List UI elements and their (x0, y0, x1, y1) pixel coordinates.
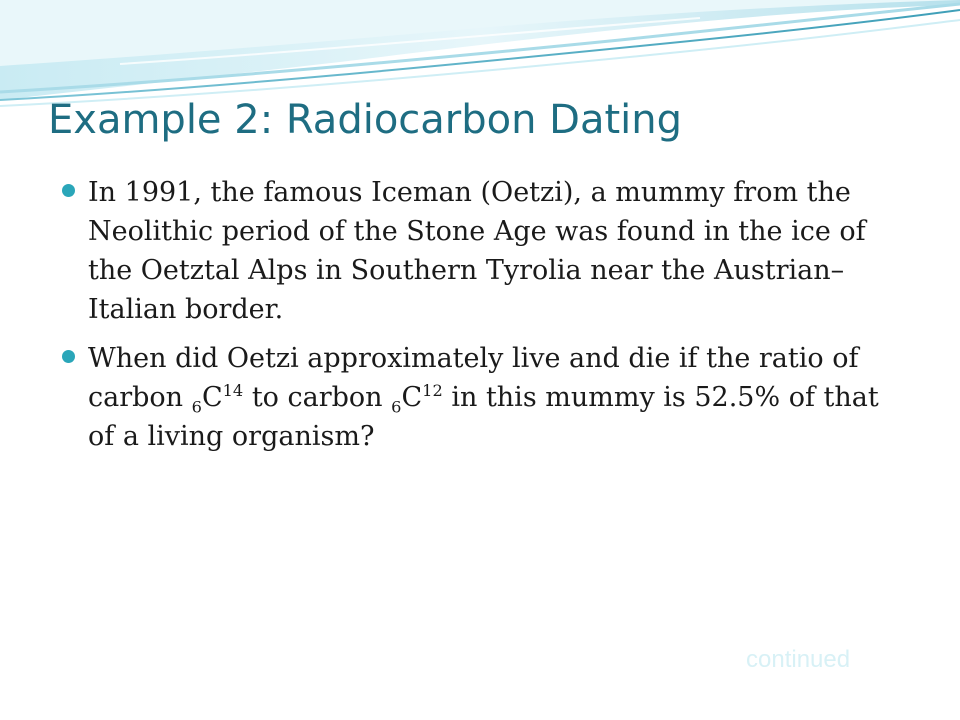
subscript-atomic-number: 6 (391, 397, 402, 417)
bullet-dot-icon (62, 184, 75, 197)
subscript-atomic-number: 6 (191, 397, 202, 417)
bullet-item-question (62, 339, 902, 456)
element-symbol: C (201, 382, 223, 413)
bullet-dot-icon (62, 350, 75, 363)
bullet-text-part-b: to carbon (243, 382, 392, 413)
superscript-mass-number: 12 (422, 381, 443, 400)
bullet-item-iceman-discovery (62, 173, 902, 329)
element-symbol: C (401, 382, 423, 413)
superscript-mass-number: 14 (222, 381, 244, 400)
bullet-text: In 1991, the famous Iceman (Oetzi), a mummy from the Neolithic period of the Stone Age was found in the ice of the Oetztal Alps in Southern Tyrolia near the Austrian–Italian border. (88, 177, 866, 325)
continued-label: continued (746, 646, 851, 673)
bullet-text-part-c: in this mummy is 52.5% of that of a living organism? (88, 382, 879, 452)
slide-title: Example 2: Radiocarbon Dating (48, 97, 683, 143)
slide-body (62, 173, 902, 466)
bullet-text-part-a: When did Oetzi approximately live and die if the ratio of carbon (88, 343, 859, 413)
